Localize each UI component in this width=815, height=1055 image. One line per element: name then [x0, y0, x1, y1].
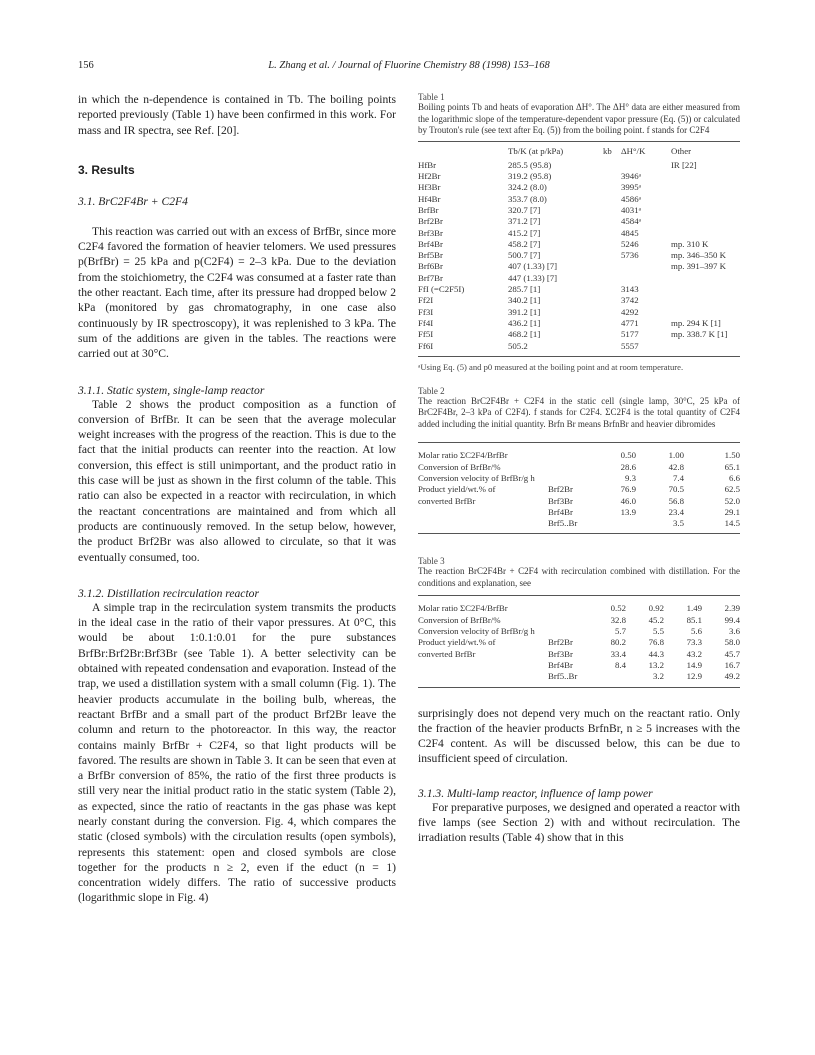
table-1-header: kb	[603, 145, 612, 156]
table-row	[418, 318, 740, 329]
table-cell: 5246	[621, 238, 639, 249]
table-1-caption: Boiling points Tb and heats of evaporation ΔH°. The ΔH° data are either measured from the logarithmic slope of the temperature-dependent vapor pressure (Eq. (5)) or calculated by Trouton's rule (see text after Eq. (5)) from the boiling point. f stands for C2F4	[418, 102, 740, 135]
table-cell: 32.8	[610, 614, 626, 625]
table-cell: Brf6Br	[418, 261, 443, 272]
table-cell: 62.5	[724, 484, 740, 495]
subsection-heading-3-1-1: 3.1.1. Static system, single-lamp reactor	[78, 383, 265, 397]
table-cell: 3742	[621, 295, 639, 306]
table-row	[418, 329, 740, 340]
table-cell: 76.9	[620, 484, 636, 495]
intro-paragraph: in which the n-dependence is contained in Tb. The boiling points reported previously (Table 1) have been confirmed in this work. For mass and IR spectra, see Ref. [20].	[78, 93, 396, 137]
table-cell: 0.92	[648, 603, 664, 614]
table-row	[418, 205, 740, 216]
table-cell: Ff2I	[418, 295, 434, 306]
table-cell: 5.7	[615, 626, 626, 637]
table-cell: 436.2 [1]	[508, 317, 541, 328]
table-cell	[548, 473, 588, 484]
table-cell: 73.3	[686, 637, 702, 648]
table-cell: Brf3Br	[548, 495, 573, 506]
table-cell: IR [22]	[671, 159, 697, 170]
table-cell: 4586ᵃ	[621, 193, 641, 204]
table-cell	[548, 462, 588, 473]
table-cell: 5736	[621, 250, 639, 261]
table-cell: Molar ratio ΣC2F4/BrfBr	[418, 603, 508, 614]
table-cell: 52.0	[724, 495, 740, 506]
table-cell: 415.2 [7]	[508, 227, 541, 238]
table-cell: Brf5Br	[418, 250, 443, 261]
table-cell: 46.0	[620, 495, 636, 506]
table-cell	[418, 671, 548, 682]
table-cell: Hf3Br	[418, 182, 441, 193]
table-row	[418, 660, 740, 671]
table-cell	[603, 205, 621, 216]
table-row	[418, 507, 740, 518]
table-cell: converted BrfBr	[418, 495, 476, 506]
table-row	[418, 473, 740, 484]
table-cell: 505.2	[508, 340, 528, 351]
table-cell: 447 (1.33) [7]	[508, 272, 558, 283]
table-cell: 3143	[621, 284, 639, 295]
table-cell: HfBr	[418, 159, 437, 170]
table-cell: 12.9	[686, 671, 702, 682]
table-cell: Brf3Br	[418, 227, 443, 238]
table-cell	[418, 660, 548, 671]
table-row	[418, 518, 740, 529]
table-row	[418, 496, 740, 507]
table-1	[418, 92, 740, 372]
table-cell: Brf2Br	[548, 637, 573, 648]
table-cell: 49.2	[724, 671, 740, 682]
table-cell: Brf4Br	[548, 506, 573, 517]
table-row	[418, 307, 740, 318]
table-cell: Brf5..Br	[548, 671, 578, 682]
table-cell: mp. 294 K [1]	[671, 317, 721, 328]
table-row	[418, 462, 740, 473]
table-cell	[671, 295, 740, 306]
table-cell: 500.7 [7]	[508, 250, 541, 261]
table-1-header: ΔH°/K	[621, 145, 646, 156]
table-cell: 3.6	[729, 626, 740, 637]
table-cell: 3.5	[673, 518, 684, 529]
table-cell	[671, 205, 740, 216]
table-cell: 58.0	[724, 637, 740, 648]
left-column	[78, 92, 396, 906]
table-cell	[671, 228, 740, 239]
subsection-heading-3-1-2: 3.1.2. Distillation recirculation reactor	[78, 586, 259, 600]
table-cell: 5557	[621, 340, 639, 351]
table-cell: 5.6	[691, 626, 702, 637]
table-1-footnote: ᵃUsing Eq. (5) and p0 measured at the boiling point and at room temperature.	[418, 361, 684, 372]
table-cell	[603, 261, 621, 272]
table-row	[418, 157, 740, 171]
table-cell: 468.2 [1]	[508, 329, 541, 340]
table-cell: 29.1	[724, 506, 740, 517]
table-cell: Hf4Br	[418, 193, 441, 204]
table-cell: 33.4	[610, 648, 626, 659]
table-cell: mp. 391–397 K	[671, 261, 726, 272]
table-cell	[588, 671, 626, 682]
table-cell: Conversion velocity of BrfBr/g h	[418, 626, 535, 637]
table-row	[418, 341, 740, 352]
table-2	[418, 386, 740, 535]
table-cell	[603, 273, 621, 284]
subsection-heading-3-1: 3.1. BrC2F4Br + C2F4	[78, 194, 188, 208]
table-cell	[548, 626, 588, 637]
table-cell	[603, 250, 621, 261]
table-cell	[671, 341, 740, 352]
table-row	[418, 216, 740, 227]
table-cell: mp. 338.7 K [1]	[671, 329, 728, 340]
table-cell: 45.2	[648, 614, 664, 625]
table-cell: Brf4Br	[418, 238, 443, 249]
journal-citation: L. Zhang et al. / Journal of Fluorine Chemistry 88 (1998) 153–168	[268, 60, 550, 71]
table-cell: Ff4I	[418, 317, 434, 328]
paragraph-3-1: This reaction was carried out with an excess of BrfBr, since more C2F4 favored the formation of heavier telomers. We used pressures p(BrfBr) = 25 kPa and p(C2F4) = 2–3 kPa. Due to the deviation from the stoichiometry, the C2F4 was consumed at a faster rate than the other reactant. Each time, after its pressure had dropped below 2 kPa (monitored by gas chromatography, in one case also continuously by IR spectroscopy), it was replenished to 3 kPa. The sum of the additions are given in the tables. The reactions were carried out at 30°C.	[78, 224, 396, 361]
table-row	[418, 273, 740, 284]
table-row	[418, 239, 740, 250]
table-cell: Product yield/wt.% of	[418, 484, 496, 495]
continuation-paragraph: surprisingly does not depend very much on the reactant ratio. Only the fraction of the heavier products BrfnBr, n ≥ 5 increases with the C2F4 content. As will be discussed below, this can be due to insufficient speed of circulation.	[418, 706, 740, 766]
table-cell	[548, 447, 588, 461]
table-cell: 4584ᵃ	[621, 216, 641, 227]
paragraph-3-1-3: For preparative purposes, we designed and operated a reactor with five lamps (see Section 2) with and without recirculation. The irradiation results (Table 4) show that in this	[418, 800, 740, 845]
table-cell	[671, 307, 740, 318]
table-cell: 28.6	[620, 461, 636, 472]
table-cell: 23.4	[668, 506, 684, 517]
table-cell	[603, 182, 621, 193]
table-cell: Molar ratio ΣC2F4/BrfBr	[418, 450, 508, 461]
table-cell: 99.4	[724, 614, 740, 625]
table-cell: 14.5	[724, 518, 740, 529]
table-cell: 76.8	[648, 637, 664, 648]
table-cell: 14.9	[686, 659, 702, 670]
table-cell	[671, 216, 740, 227]
table-1-header: Tb/K (at p/kPa)	[508, 145, 564, 156]
table-cell: mp. 310 K	[671, 238, 709, 249]
table-cell	[603, 228, 621, 239]
table-cell	[603, 318, 621, 329]
table-row	[418, 182, 740, 193]
table-cell: 5177	[621, 329, 639, 340]
table-cell: 1.00	[668, 450, 684, 461]
table-cell	[603, 216, 621, 227]
table-3-caption: The reaction BrC2F4Br + C2F4 with recirculation combined with distillation. For the conditions and explanation, see	[418, 566, 740, 588]
table-cell	[671, 273, 740, 284]
table-cell	[671, 182, 740, 193]
table-cell: 42.8	[668, 461, 684, 472]
table-row	[418, 649, 740, 660]
table-cell: 1.50	[724, 450, 740, 461]
table-row	[418, 484, 740, 495]
table-1-header: Other	[671, 145, 692, 156]
table-cell: 391.2 [1]	[508, 306, 541, 317]
table-cell: 0.52	[610, 603, 626, 614]
table-cell: 16.7	[724, 659, 740, 670]
table-cell: 324.2 (8.0)	[508, 182, 547, 193]
table-cell: 4292	[621, 306, 639, 317]
table-cell: 13.9	[620, 506, 636, 517]
table-row	[418, 250, 740, 261]
table-cell	[621, 157, 671, 171]
table-1-header	[418, 141, 508, 157]
table-cell: Ff5I	[418, 329, 434, 340]
table-cell: mp. 346–350 K	[671, 250, 726, 261]
table-cell	[671, 194, 740, 205]
table-cell	[603, 194, 621, 205]
table-row	[418, 626, 740, 637]
table-row	[418, 295, 740, 306]
table-cell: 70.5	[668, 484, 684, 495]
table-row	[418, 637, 740, 648]
table-cell: 3995ᵃ	[621, 182, 641, 193]
table-row	[418, 194, 740, 205]
table-3-label: Table 3	[418, 556, 445, 567]
table-2-caption: The reaction BrC2F4Br + C2F4 in the static cell (single lamp, 30°C, 25 kPa of BrC2F4Br, 2–3 kPa of C2F4). f stands for C2F4. ΣC2F4 is the total quantity of C2F4 added including the initial quantity. Brfn Br means BrfnBr and heavier dibromides	[418, 395, 740, 429]
table-cell: 320.7 [7]	[508, 204, 541, 215]
table-cell: converted BrfBr	[418, 648, 476, 659]
table-cell: BrfBr	[418, 204, 439, 215]
table-cell: 0.50	[620, 450, 636, 461]
table-cell: 4845	[621, 227, 639, 238]
table-cell	[621, 273, 671, 284]
table-cell: 458.2 [7]	[508, 238, 541, 249]
table-cell: Brf2Br	[548, 484, 573, 495]
table-cell	[418, 507, 548, 518]
table-row	[418, 600, 740, 614]
table-cell: 4031ᵃ	[621, 204, 641, 215]
table-row	[418, 615, 740, 626]
table-cell: Ff6I	[418, 340, 434, 351]
paragraph-3-1-1: Table 2 shows the product composition as a function of conversion of BrfBr. It can be seen that the average molecular weight increases with the progress of the reaction. This is due to the fact that the initial products can reenter into the reaction. At low conversion, this effect is still unimportant, and the product ratio in this case will be just as shown in the first column of the table. This ratio can also be expected in a reactor with recirculation, in which the reactant concentrations are maintained and from which all products are continuously removed. In the setup below, however, the product Brf2Br was also allowed to circulate, so that it was eventually consumed, too.	[78, 397, 396, 564]
table-cell: 7.4	[673, 472, 684, 483]
table-cell: 2.39	[724, 603, 740, 614]
table-cell: Hf2Br	[418, 171, 441, 182]
page-number: 156	[78, 60, 94, 71]
table-cell: 9.3	[625, 472, 636, 483]
table-cell	[548, 600, 588, 614]
table-cell: 43.2	[686, 648, 702, 659]
right-column	[418, 92, 740, 846]
table-cell: 285.5 (95.8)	[508, 159, 552, 170]
table-cell: FfI (=C2F5I)	[418, 284, 465, 295]
table-1-label: Table 1	[418, 92, 445, 102]
table-cell	[603, 341, 621, 352]
table-cell: Brf7Br	[418, 272, 443, 283]
table-cell: 13.2	[648, 659, 664, 670]
table-cell: 5.5	[653, 626, 664, 637]
table-cell: 285.7 [1]	[508, 284, 541, 295]
table-row	[418, 671, 740, 682]
table-cell	[548, 615, 588, 626]
table-row	[418, 284, 740, 295]
table-row	[418, 171, 740, 182]
table-cell	[588, 518, 636, 529]
table-cell: 44.3	[648, 648, 664, 659]
table-cell: 407 (1.33) [7]	[508, 261, 558, 272]
table-cell: 8.4	[615, 659, 626, 670]
table-cell: Brf2Br	[418, 216, 443, 227]
table-cell: 45.7	[724, 648, 740, 659]
table-cell	[418, 518, 548, 529]
running-header	[78, 60, 740, 76]
table-cell: 6.6	[729, 472, 740, 483]
table-cell: Conversion velocity of BrfBr/g h	[418, 472, 535, 483]
table-cell: 319.2 (95.8)	[508, 171, 552, 182]
table-cell	[603, 329, 621, 340]
table-cell	[603, 284, 621, 295]
table-cell: Product yield/wt.% of	[418, 637, 496, 648]
table-row	[418, 261, 740, 272]
table-cell: Brf4Br	[548, 659, 573, 670]
table-cell: 80.2	[610, 637, 626, 648]
paragraph-3-1-2: A simple trap in the recirculation system transmits the products in the ideal case in the ratio of their vapor pressures. At 0°C, this would be about 1:0.1:0.01 for the pure substances BrfBr:Brf2Br:Brf3Br (see Table 1). A better selectivity can be obtained with repeated condensation and evaporation. Instead of the trap, we used a distillation system with a small column (Fig. 1). The heavier products accumulate in the boiling bulb, whereas, the reactant BrfBr and a small part of the product Brf2Br leave the column and return to the photoreactor. In this way, the reactor contains mainly BrfBr + C2F4, so that light products will be favored. The results are shown in Table 3. It can be seen that even at a BrfBr conversion of 85%, the ratio of the first three products is still very near the initial product ratio in the static system (Table 2), as expected, since the ratio of reactants in the gas phase was kept nearly constant during the conversion. Fig. 4, which compares the static (closed symbols) with the circulation results (open symbols), represents this statement: open and closed symbols are close together for the products n ≥ 2, even if the educt (n = 1) concentration widely differs. The ratio of successive products (logarithmic slope in Fig. 4)	[78, 600, 396, 905]
table-cell: Conversion of BrfBr/%	[418, 614, 501, 625]
table-cell	[671, 171, 740, 182]
table-cell	[603, 239, 621, 250]
table-cell	[603, 171, 621, 182]
subsection-heading-3-1-3: 3.1.3. Multi-lamp reactor, influence of lamp power	[418, 786, 653, 800]
table-cell: 3.2	[653, 671, 664, 682]
table-cell: 56.8	[668, 495, 684, 506]
table-cell: 4771	[621, 317, 639, 328]
table-cell: 353.7 (8.0)	[508, 193, 547, 204]
table-cell: Brf5..Br	[548, 518, 578, 529]
table-cell	[621, 261, 671, 272]
table-cell: 85.1	[686, 614, 702, 625]
table-3	[418, 556, 740, 687]
table-cell	[603, 295, 621, 306]
table-cell: 3946ᵃ	[621, 171, 641, 182]
section-heading-results: 3. Results	[78, 162, 135, 177]
table-row	[418, 447, 740, 461]
table-2-label: Table 2	[418, 385, 445, 396]
table-cell: Conversion of BrfBr/%	[418, 461, 501, 472]
table-cell	[603, 157, 621, 171]
table-cell: Brf3Br	[548, 648, 573, 659]
table-cell: 340.2 [1]	[508, 295, 541, 306]
table-cell: 65.1	[724, 461, 740, 472]
table-cell	[671, 284, 740, 295]
table-cell: Ff3I	[418, 306, 434, 317]
table-cell	[603, 307, 621, 318]
table-cell: 1.49	[686, 603, 702, 614]
table-row	[418, 228, 740, 239]
table-cell: 371.2 [7]	[508, 216, 541, 227]
